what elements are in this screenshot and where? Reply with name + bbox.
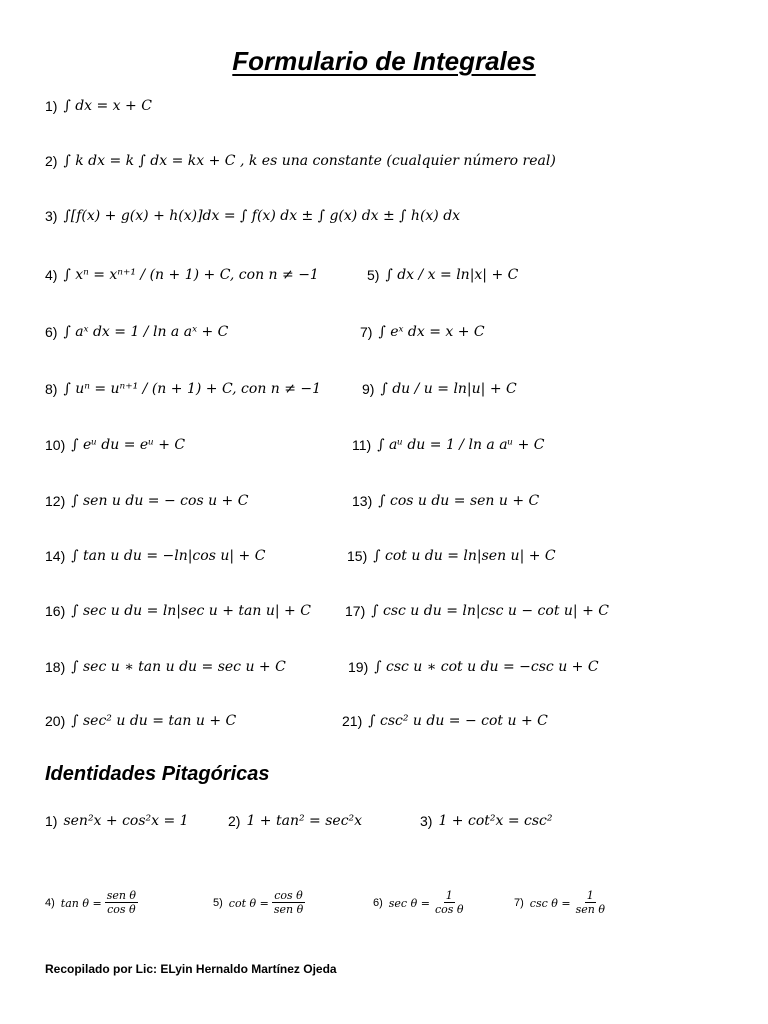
- formula-number: 19): [348, 659, 369, 675]
- formula-13: [352, 493, 539, 509]
- formula-19: [348, 659, 599, 675]
- formula-expression: ∫ aᵘ du = 1 / ln a aᵘ + C: [377, 437, 545, 453]
- formula-number: 17): [345, 603, 366, 619]
- formula-5: [367, 267, 518, 283]
- identity-2: [228, 813, 362, 829]
- section-title: Identidades Pitagóricas: [45, 763, 270, 785]
- identity-fraction: [272, 890, 305, 916]
- identity-lhs: sec θ =: [388, 896, 430, 910]
- formula-12: [45, 493, 248, 509]
- formula-expression: ∫ csc u ∗ cot u du = −csc u + C: [374, 659, 599, 675]
- formula-expression: ∫ sec u du = ln|sec u + tan u| + C: [71, 603, 311, 619]
- identity-expression: sen²x + cos²x = 1: [63, 813, 189, 829]
- formula-9: [362, 381, 517, 397]
- formula-expression: ∫ uⁿ = uⁿ⁺¹ / (n + 1) + C, con n ≠ −1: [63, 381, 322, 397]
- formula-expression: ∫ eᵘ du = eᵘ + C: [71, 437, 186, 453]
- formula-expression: ∫ csc u du = ln|csc u − cot u| + C: [371, 603, 609, 619]
- identity-lhs: cot θ =: [228, 896, 269, 910]
- formula-number: 18): [45, 659, 66, 675]
- identity-expression: 1 + tan² = sec²x: [246, 813, 363, 829]
- formula-3: [45, 208, 460, 224]
- formula-18: [45, 659, 286, 675]
- formula-17: [345, 603, 609, 619]
- formula-expression: ∫ csc² u du = − cot u + C: [368, 713, 548, 729]
- identity-fraction: [105, 890, 138, 916]
- formula-number: 8): [45, 381, 58, 397]
- formula-expression: ∫ aˣ dx = 1 / ln a aˣ + C: [63, 324, 229, 340]
- formula-14: [45, 548, 265, 564]
- formula-2: [45, 153, 556, 169]
- formula-expression: ∫ sec² u du = tan u + C: [71, 713, 237, 729]
- fraction-denominator: sen θ: [575, 903, 605, 917]
- reciprocal-identity-5: [213, 890, 308, 916]
- formula-expression: ∫ xⁿ = xⁿ⁺¹ / (n + 1) + C, con n ≠ −1: [63, 267, 319, 283]
- formula-21: [342, 713, 548, 729]
- formula-number: 16): [45, 603, 66, 619]
- formula-number: 15): [347, 548, 368, 564]
- formula-11: [352, 437, 544, 453]
- formula-16: [45, 603, 311, 619]
- identity-number: 1): [45, 813, 58, 829]
- formula-6: [45, 324, 228, 340]
- formula-15: [347, 548, 556, 564]
- formula-number: 5): [367, 267, 380, 283]
- formula-20: [45, 713, 236, 729]
- identity-number: 5): [213, 897, 223, 910]
- formula-expression: ∫ du / u = ln|u| + C: [380, 381, 517, 397]
- formula-number: 9): [362, 381, 375, 397]
- page-title: Formulario de Integrales: [232, 46, 536, 76]
- formula-number: 4): [45, 267, 58, 283]
- formula-number: 3): [45, 208, 58, 224]
- formula-number: 14): [45, 548, 66, 564]
- formula-expression: ∫ k dx = k ∫ dx = kx + C , k es una constante (cualquier número real): [63, 153, 556, 169]
- fraction-numerator: cos θ: [274, 889, 303, 902]
- formula-expression: ∫ dx = x + C: [63, 98, 152, 114]
- formula-number: 7): [360, 324, 373, 340]
- formula-number: 2): [45, 153, 58, 169]
- identity-number: 2): [228, 813, 241, 829]
- identity-lhs: csc θ =: [529, 896, 571, 910]
- reciprocal-identity-6: [373, 890, 469, 916]
- fraction-numerator: 1: [445, 889, 453, 902]
- formula-number: 21): [342, 713, 363, 729]
- formula-expression: ∫ tan u du = −ln|cos u| + C: [71, 548, 266, 564]
- formula-expression: ∫[f(x) + g(x) + h(x)]dx = ∫ f(x) dx ± ∫ g(x) dx ± ∫ h(x) dx: [63, 208, 461, 224]
- footer-credit: Recopilado por Lic: ELyin Hernaldo Martínez Ojeda: [45, 962, 337, 976]
- formula-number: 10): [45, 437, 66, 453]
- formula-number: 12): [45, 493, 66, 509]
- formula-10: [45, 437, 185, 453]
- identity-expression: 1 + cot²x = csc²: [438, 813, 553, 829]
- formula-expression: ∫ cos u du = sen u + C: [378, 493, 540, 509]
- fraction-numerator: sen θ: [106, 889, 137, 902]
- reciprocal-identity-4: [45, 890, 141, 916]
- formula-8: [45, 381, 321, 397]
- formula-number: 13): [352, 493, 373, 509]
- reciprocal-identity-7: [514, 890, 610, 916]
- formula-7: [360, 324, 485, 340]
- formula-expression: ∫ sen u du = − cos u + C: [71, 493, 249, 509]
- formula-number: 6): [45, 324, 58, 340]
- formula-expression: ∫ sec u ∗ tan u du = sec u + C: [71, 659, 286, 675]
- identity-3: [420, 813, 553, 829]
- identity-number: 4): [45, 897, 55, 910]
- formula-expression: ∫ dx / x = ln|x| + C: [385, 267, 519, 283]
- formula-number: 1): [45, 98, 58, 114]
- identity-fraction: [574, 890, 607, 916]
- formula-4: [45, 267, 319, 283]
- formula-expression: ∫ eˣ dx = x + C: [378, 324, 485, 340]
- formula-number: 11): [352, 437, 372, 453]
- identity-lhs: tan θ =: [60, 896, 102, 910]
- formula-1: [45, 98, 152, 114]
- identity-number: 7): [514, 897, 524, 910]
- fraction-denominator: cos θ: [434, 903, 464, 917]
- identity-1: [45, 813, 189, 829]
- fraction-denominator: sen θ: [273, 903, 304, 917]
- fraction-denominator: cos θ: [107, 903, 136, 917]
- formula-number: 20): [45, 713, 66, 729]
- identity-number: 6): [373, 897, 383, 910]
- identity-fraction: [433, 890, 466, 916]
- fraction-numerator: 1: [586, 889, 594, 902]
- identity-number: 3): [420, 813, 433, 829]
- formula-expression: ∫ cot u du = ln|sen u| + C: [373, 548, 556, 564]
